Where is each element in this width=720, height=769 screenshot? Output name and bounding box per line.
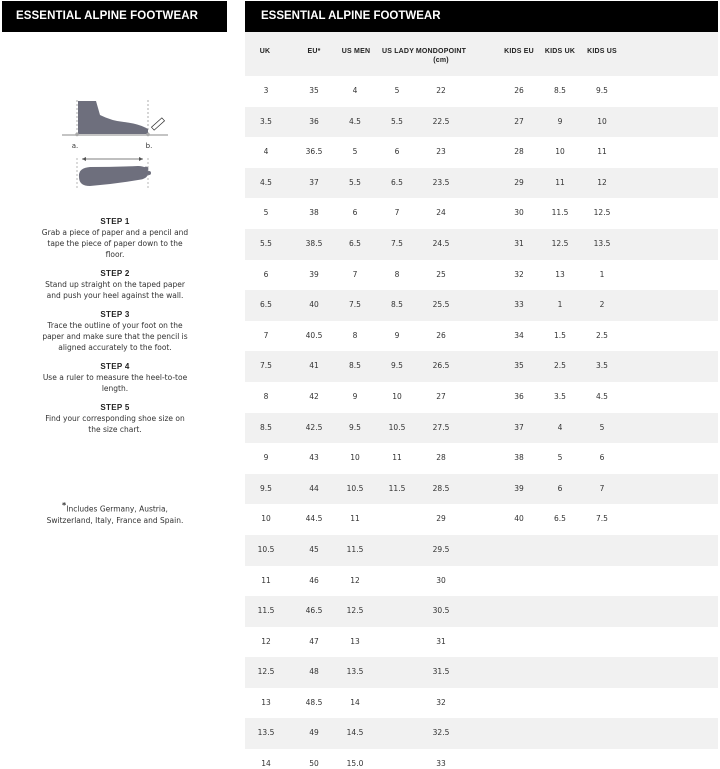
cell-uk: 3 — [263, 86, 269, 95]
size-chart-panel — [245, 0, 718, 769]
cell-us-lady: 9.5 — [391, 361, 403, 371]
cell-uk: 7 — [263, 330, 269, 340]
cell-eu: 50 — [309, 759, 319, 769]
cell-mondopoint: 26 — [436, 330, 446, 340]
table-row — [245, 749, 718, 769]
foot-measuring-illustration — [60, 95, 170, 195]
cell-us-lady: 8.5 — [391, 300, 403, 310]
cell-kids-us: 3.5 — [596, 361, 608, 371]
cell-uk: 9 — [263, 453, 269, 463]
cell-us-lady: 5 — [394, 86, 400, 95]
cell-mondopoint: 30.5 — [432, 606, 450, 616]
cell-kids-uk: 8.5 — [554, 86, 566, 95]
cell-uk: 11 — [261, 575, 271, 585]
cell-kids-us: 12 — [597, 177, 607, 187]
cell-kids-eu: 36 — [514, 391, 524, 401]
step-title: STEP 1 — [100, 217, 130, 226]
cell-eu: 44.5 — [305, 514, 323, 524]
header-us-lady: US LADY — [381, 48, 415, 55]
cell-us-lady: 7 — [394, 208, 400, 218]
cell-uk: 10.5 — [257, 544, 275, 554]
table-row — [245, 107, 718, 138]
cell-uk: 5.5 — [260, 238, 272, 248]
cell-kids-uk: 4 — [557, 422, 563, 432]
cell-us-lady: 5.5 — [391, 116, 403, 126]
cell-us-lady: 11 — [392, 453, 402, 463]
header-kids-uk: KIDS UK — [544, 48, 576, 55]
cell-us-men: 13 — [350, 636, 360, 646]
cell-kids-eu: 35 — [514, 361, 524, 371]
header-eu: EU* — [307, 48, 321, 55]
cell-us-men: 12.5 — [346, 606, 364, 616]
footnote-asterisk: * — [62, 501, 67, 510]
cell-kids-eu: 32 — [514, 269, 524, 279]
cell-mondopoint: 29 — [436, 514, 446, 524]
cell-eu: 38 — [309, 208, 319, 218]
table-row — [245, 413, 718, 444]
cell-eu: 40.5 — [305, 330, 323, 340]
table-row — [245, 260, 718, 291]
cell-us-men: 6.5 — [349, 238, 361, 248]
cell-kids-uk: 1.5 — [554, 330, 566, 340]
table-row — [245, 535, 718, 566]
cell-mondopoint: 24.5 — [432, 238, 450, 248]
cell-kids-us: 12.5 — [593, 208, 611, 218]
header-mondopoint-unit: (cm) — [433, 57, 449, 64]
step-title: STEP 5 — [100, 403, 130, 412]
cell-mondopoint: 27.5 — [432, 422, 450, 432]
cell-eu: 40 — [309, 300, 319, 310]
footnote-text: Includes Germany, Austria, Switzerland, Italy, France and Spain. — [46, 504, 184, 525]
marker-a: a. — [71, 142, 79, 150]
cell-us-men: 5.5 — [349, 177, 361, 187]
cell-us-lady: 10 — [392, 391, 402, 401]
measuring-steps — [40, 217, 190, 444]
cell-kids-eu: 27 — [514, 116, 524, 126]
cell-kids-uk: 11 — [555, 177, 565, 187]
table-row — [245, 198, 718, 229]
cell-kids-us: 7.5 — [596, 514, 608, 524]
cell-mondopoint: 23.5 — [432, 177, 450, 187]
cell-kids-us: 10 — [597, 116, 607, 126]
cell-kids-us: 4.5 — [596, 391, 608, 401]
cell-eu: 44 — [309, 483, 319, 493]
cell-kids-eu: 28 — [514, 147, 524, 157]
step-4 — [40, 362, 190, 394]
cell-uk: 5 — [263, 208, 269, 218]
cell-us-men: 8 — [352, 330, 358, 340]
step-text: Find your corresponding shoe size on the size chart. — [45, 414, 185, 434]
cell-eu: 48 — [309, 667, 319, 677]
cell-uk: 13.5 — [257, 728, 275, 738]
cell-us-men: 8.5 — [349, 361, 361, 371]
cell-eu: 42 — [309, 391, 319, 401]
cell-uk: 12.5 — [257, 667, 275, 677]
cell-us-men: 7.5 — [349, 300, 361, 310]
cell-kids-uk: 13 — [555, 269, 565, 279]
cell-us-lady: 6 — [394, 147, 400, 157]
cell-us-lady: 9 — [394, 330, 400, 340]
measuring-guide-panel — [0, 0, 228, 769]
size-chart-body — [245, 76, 718, 769]
cell-kids-uk: 6 — [557, 483, 563, 493]
cell-mondopoint: 22 — [436, 86, 446, 95]
cell-kids-eu: 31 — [514, 238, 524, 248]
foot-sole-view-icon — [79, 166, 151, 186]
cell-us-men: 15.0 — [346, 759, 364, 769]
size-chart-header-row — [245, 32, 718, 76]
cell-eu: 46.5 — [305, 606, 323, 616]
header-mondopoint-label: MONDOPOINT — [415, 48, 467, 55]
table-row — [245, 137, 718, 168]
table-row — [245, 596, 718, 627]
cell-kids-us: 9.5 — [596, 86, 608, 95]
marker-b: b. — [145, 142, 153, 150]
cell-uk: 4.5 — [260, 177, 272, 187]
cell-kids-uk: 6.5 — [554, 514, 566, 524]
cell-eu: 39 — [309, 269, 319, 279]
foot-side-view-icon — [62, 100, 168, 136]
step-text: Use a ruler to measure the heel-to-toe length. — [42, 373, 188, 393]
cell-kids-us: 2 — [599, 300, 605, 310]
table-row — [245, 321, 718, 352]
cell-kids-eu: 33 — [514, 300, 524, 310]
cell-kids-us: 13.5 — [593, 238, 611, 248]
table-row — [245, 229, 718, 260]
cell-us-men: 14 — [350, 697, 360, 707]
cell-kids-us: 2.5 — [596, 330, 608, 340]
cell-us-lady: 8 — [394, 269, 400, 279]
cell-eu: 37 — [309, 177, 319, 187]
cell-uk: 13 — [261, 697, 271, 707]
cell-us-men: 9 — [352, 391, 358, 401]
cell-us-men: 9.5 — [349, 422, 361, 432]
table-row — [245, 76, 718, 107]
cell-mondopoint: 28 — [436, 453, 446, 463]
size-chart-title: ESSENTIAL ALPINE FOOTWEAR — [245, 1, 718, 32]
header-kids-eu: KIDS EU — [504, 48, 534, 55]
cell-us-lady: 11.5 — [388, 483, 406, 493]
step-text: Stand up straight on the taped paper and push your heel against the wall. — [45, 280, 185, 300]
table-row — [245, 351, 718, 382]
cell-mondopoint: 30 — [436, 575, 446, 585]
cell-kids-us: 5 — [599, 422, 605, 432]
cell-us-lady: 6.5 — [391, 177, 403, 187]
cell-us-men: 5 — [352, 147, 358, 157]
step-1 — [40, 217, 190, 260]
cell-us-men: 7 — [352, 269, 358, 279]
cell-kids-uk: 11.5 — [551, 208, 569, 218]
cell-uk: 8.5 — [260, 422, 272, 432]
cell-mondopoint: 32.5 — [432, 728, 450, 738]
step-title: STEP 3 — [100, 310, 130, 319]
cell-eu: 35 — [309, 86, 319, 95]
cell-eu: 43 — [309, 453, 319, 463]
cell-us-men: 10 — [350, 453, 360, 463]
cell-kids-eu: 29 — [514, 177, 524, 187]
cell-kids-eu: 39 — [514, 483, 524, 493]
cell-kids-eu: 30 — [514, 208, 524, 218]
cell-uk: 12 — [261, 636, 271, 646]
cell-uk: 9.5 — [260, 483, 272, 493]
cell-eu: 45 — [309, 544, 319, 554]
table-row — [245, 718, 718, 749]
cell-uk: 6.5 — [260, 300, 272, 310]
cell-eu: 38.5 — [305, 238, 323, 248]
cell-us-men: 11 — [350, 514, 360, 524]
cell-kids-eu: 37 — [514, 422, 524, 432]
cell-uk: 7.5 — [260, 361, 272, 371]
table-row — [245, 566, 718, 597]
cell-mondopoint: 23 — [436, 147, 446, 157]
table-row — [245, 627, 718, 658]
cell-uk: 11.5 — [257, 606, 275, 616]
step-title: STEP 4 — [100, 362, 130, 371]
table-row — [245, 443, 718, 474]
table-row — [245, 382, 718, 413]
cell-kids-uk: 3.5 — [554, 391, 566, 401]
cell-us-men: 11.5 — [346, 544, 364, 554]
cell-eu: 36.5 — [305, 147, 323, 157]
cell-mondopoint: 31 — [436, 636, 446, 646]
step-text: Grab a piece of paper and a pencil and tape the piece of paper down to the floor. — [41, 228, 189, 259]
step-3 — [40, 310, 190, 353]
cell-kids-us: 11 — [597, 147, 607, 157]
header-uk: UK — [259, 48, 271, 55]
cell-us-men: 4.5 — [349, 116, 361, 126]
cell-eu: 36 — [309, 116, 319, 126]
cell-uk: 14 — [261, 759, 271, 769]
cell-eu: 49 — [309, 728, 319, 738]
table-row — [245, 168, 718, 199]
cell-kids-uk: 2.5 — [554, 361, 566, 371]
cell-kids-eu: 38 — [514, 453, 524, 463]
pencil-icon — [151, 118, 164, 130]
cell-eu: 41 — [309, 361, 319, 371]
cell-mondopoint: 25.5 — [432, 300, 450, 310]
cell-kids-eu: 40 — [514, 514, 524, 524]
cell-kids-uk: 10 — [555, 147, 565, 157]
cell-us-lady: 7.5 — [391, 238, 403, 248]
cell-kids-eu: 34 — [514, 330, 524, 340]
table-row — [245, 474, 718, 505]
cell-kids-us: 7 — [599, 483, 605, 493]
cell-mondopoint: 28.5 — [432, 483, 450, 493]
cell-kids-uk: 9 — [557, 116, 563, 126]
cell-kids-us: 6 — [599, 453, 605, 463]
cell-uk: 8 — [263, 391, 269, 401]
cell-mondopoint: 26.5 — [432, 361, 450, 371]
cell-us-men: 14.5 — [346, 728, 364, 738]
cell-us-men: 10.5 — [346, 483, 364, 493]
table-row — [245, 504, 718, 535]
cell-mondopoint: 27 — [436, 391, 446, 401]
guide-title: ESSENTIAL ALPINE FOOTWEAR — [2, 1, 227, 32]
cell-us-lady: 10.5 — [388, 422, 406, 432]
cell-uk: 3.5 — [260, 116, 272, 126]
cell-us-men: 13.5 — [346, 667, 364, 677]
header-kids-us: KIDS US — [587, 48, 617, 55]
step-2 — [40, 269, 190, 301]
cell-us-men: 4 — [352, 86, 358, 95]
step-5 — [40, 403, 190, 435]
cell-mondopoint: 24 — [436, 208, 446, 218]
cell-kids-uk: 5 — [557, 453, 563, 463]
cell-kids-uk: 1 — [557, 300, 563, 310]
cell-uk: 6 — [263, 269, 269, 279]
cell-eu: 46 — [309, 575, 319, 585]
cell-mondopoint: 22.5 — [432, 116, 450, 126]
cell-mondopoint: 31.5 — [432, 667, 450, 677]
step-title: STEP 2 — [100, 269, 130, 278]
table-row — [245, 657, 718, 688]
table-row — [245, 688, 718, 719]
cell-mondopoint: 25 — [436, 269, 446, 279]
header-us-men: US MEN — [341, 48, 371, 55]
cell-mondopoint: 33 — [436, 759, 446, 769]
cell-mondopoint: 29.5 — [432, 544, 450, 554]
cell-mondopoint: 32 — [436, 697, 446, 707]
step-text: Trace the outline of your foot on the paper and make sure that the pencil is aligned accurately to the foot. — [42, 321, 188, 352]
header-mondopoint — [415, 47, 467, 65]
cell-kids-eu: 26 — [514, 86, 524, 95]
cell-eu: 47 — [309, 636, 319, 646]
cell-kids-uk: 12.5 — [551, 238, 569, 248]
table-row — [245, 290, 718, 321]
cell-us-men: 6 — [352, 208, 358, 218]
cell-uk: 10 — [261, 514, 271, 524]
cell-us-men: 12 — [350, 575, 360, 585]
cell-kids-us: 1 — [599, 269, 605, 279]
cell-eu: 48.5 — [305, 697, 323, 707]
cell-eu: 42.5 — [305, 422, 323, 432]
cell-uk: 4 — [263, 147, 269, 157]
eu-footnote — [40, 500, 190, 526]
